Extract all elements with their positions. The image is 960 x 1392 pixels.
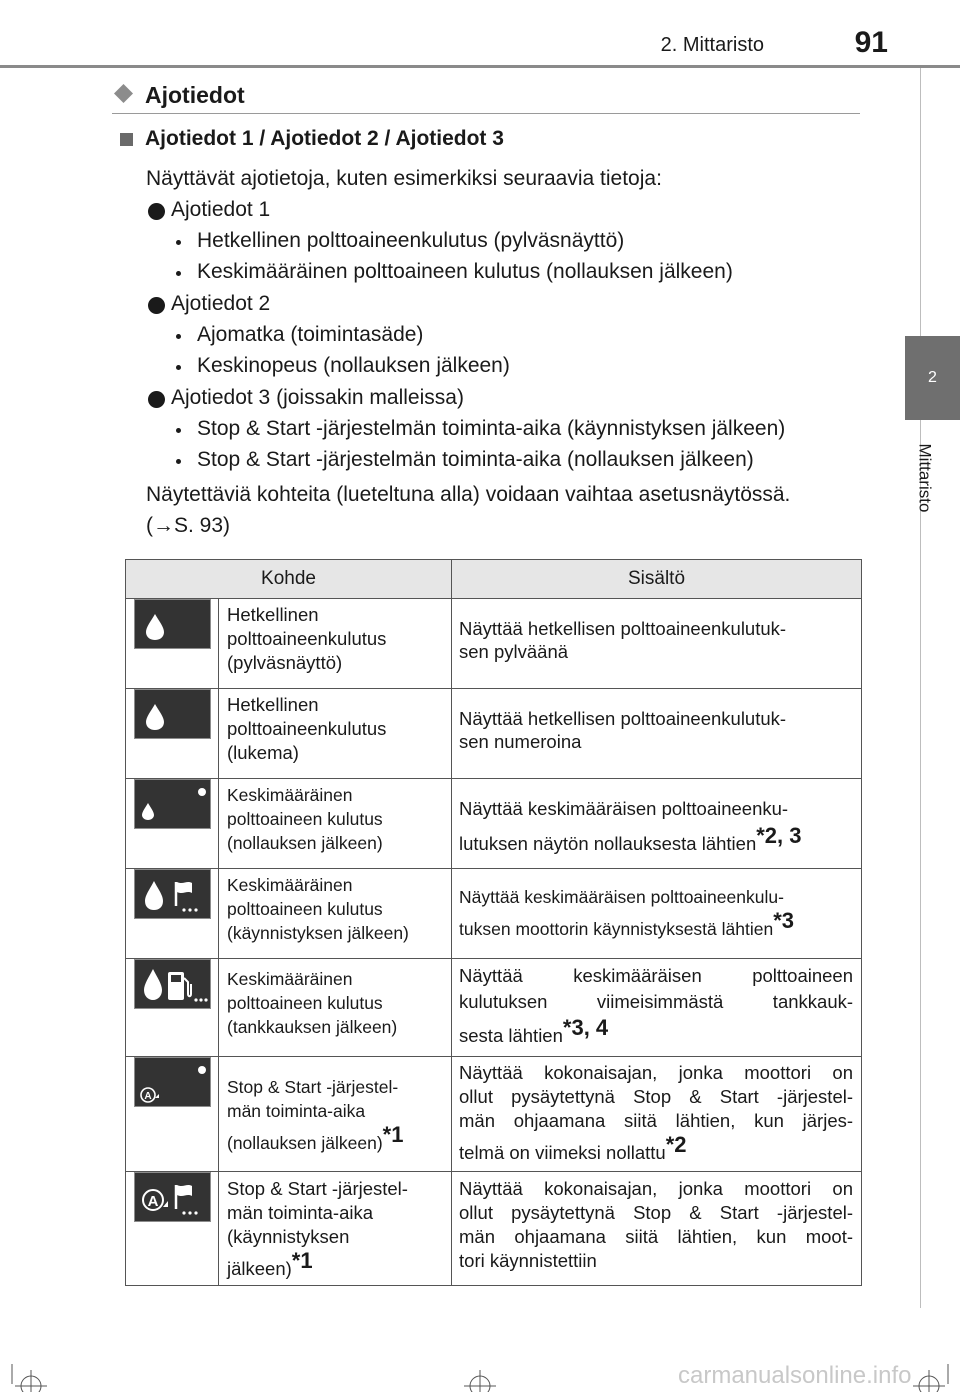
row-name-line: polttoaineenkulutus [227,718,387,739]
row-description-line: Näyttää kokonaisajan, jonka moottori on [459,1062,854,1083]
note-text: Näytettäviä kohteita (lueteltuna alla) voidaan vaihtaa asetusnäytössä. [146,483,791,506]
row-description-line: Näyttää keskimääräisen polttoaineenkulu- [459,887,784,907]
chapter-tab-label [904,428,944,528]
page-reference[interactable]: (→S. 93) [146,514,231,537]
row-name-line: män toiminta-aika [227,1101,366,1121]
bullet-icon [148,203,165,220]
group-title: Ajotiedot 1 [171,198,271,221]
list-item: Hetkellinen polttoaineenkulutus (pylväsnäyttö) [197,229,625,252]
section-heading [112,80,860,114]
column-header-kohde: Kohde [126,560,452,599]
table-row [126,1057,862,1172]
display-items-table [125,559,862,1286]
footnote-marker: *1 [382,1122,404,1147]
row-description-line: sesta lähtien$^{*3, 4}$ [459,1015,609,1047]
fuel-drop-pump-icon [134,959,211,1009]
table-header-row [126,560,862,599]
subsection-title: Ajotiedot 1 / Ajotiedot 2 / Ajotiedot 3 [145,127,504,150]
row-name-line: (pylväsnäyttö) [227,652,343,673]
sub-bullet-icon [176,428,181,433]
row-description-line: Näyttää kokonaisajan, jonka moottori on [459,1178,854,1199]
list-item: Keskinopeus (nollauksen jälkeen) [197,354,510,377]
row-description-line: Näyttää keskimääräisen polttoaineen [459,965,854,986]
intro-text: Näyttävät ajotietoja, kuten esimerkiksi seuraavia tietoja: [146,167,662,190]
row-name-line: (käynnistyksen jälkeen) [227,923,409,943]
side-margin-line [920,68,921,1308]
row-name-line: polttoaineen kulutus [227,899,383,919]
row-name-line: Stop & Start -järjestel- [227,1178,408,1199]
table-row [126,779,862,869]
footnote-marker: *3 [773,908,795,933]
row-description-line: män ohjaamana siitä lähtien, kun moot- [459,1226,854,1247]
row-name-line: polttoaineenkulutus [227,628,387,649]
row-description-line: tori käynnistettiin [459,1250,597,1271]
sub-bullet-icon [176,334,181,339]
row-name-line: jälkeen)$^{*1}$ [227,1248,313,1280]
watermark: carmanualsonline.info [678,1362,912,1389]
row-name-line: (tankkauksen jälkeen) [227,1017,398,1037]
chapter-tab[interactable] [905,336,960,420]
footnote-marker: *1 [291,1248,313,1273]
row-name-line: Hetkellinen [227,694,319,715]
footnote-marker: *3, 4 [562,1015,609,1040]
chapter-title: 2. Mittaristo [660,34,764,56]
fuel-drop-icon [134,599,211,649]
footnote-marker: *2, 3 [756,823,802,848]
row-name-line: polttoaineen kulutus [227,809,383,829]
header-rule [0,65,960,68]
svg-text:A: A [143,1091,152,1102]
row-description-line: tuksen moottorin käynnistyksestä lähtien$^{*3}$ [459,908,795,939]
sub-bullet-icon [176,240,181,245]
row-name-line: Keskimääräinen [227,785,353,805]
svg-text:A: A [147,1193,158,1210]
stop-start-flag-icon [134,1172,211,1222]
subsection-heading [120,126,504,152]
footnote-marker: *2 [665,1132,687,1157]
fuel-drop-reset-icon [134,779,211,829]
row-name-line: Hetkellinen [227,604,319,625]
row-description-line: män ohjaamana siitä lähtien, kun järjes- [459,1110,854,1131]
row-name-line: Keskimääräinen [227,969,353,989]
row-name-line: (nollauksen jälkeen)$^{*1}$ [227,1122,404,1153]
row-description-line: telmä on viimeksi nollattu$^{*2}$ [459,1132,687,1164]
row-description-line: ollut pysäytettynä Stop & Start -järjestel- [459,1202,854,1223]
bullet-icon [148,297,165,314]
fuel-drop-flag-icon [134,869,211,919]
row-name-line: män toiminta-aika [227,1202,374,1223]
row-description-line: Näyttää hetkellisen polttoaineenkulutuk- [459,708,787,729]
row-description-line: Näyttää hetkellisen polttoaineenkulutuk- [459,618,787,639]
table-row [126,959,862,1057]
column-header-sisalto: Sisältö [452,560,862,599]
list-item: Stop & Start -järjestelmän toiminta-aika (nollauksen jälkeen) [197,448,754,471]
group-title: Ajotiedot 2 [171,292,271,315]
row-name-line: Keskimääräinen [227,875,353,895]
chapter-tab-label-text: Mittaristo [915,443,934,513]
group-title: Ajotiedot 3 (joissakin malleissa) [171,386,464,409]
table-row [126,869,862,959]
bullet-icon [148,391,165,408]
square-bullet-icon [120,133,133,146]
row-description-line: sen pylväänä [459,641,569,662]
table-row [126,1172,862,1286]
row-description-line: lutuksen näytön nollauksesta lähtien$^{*2, 3}$ [459,823,802,855]
page-number: 91 [854,26,888,59]
row-name-line: (lukema) [227,742,299,763]
table-row [126,599,862,689]
list-item: Stop & Start -järjestelmän toiminta-aika (käynnistyksen jälkeen) [197,417,786,440]
table-row [126,689,862,779]
sub-bullet-icon [176,459,181,464]
list-item: Keskimääräinen polttoaineen kulutus (nollauksen jälkeen) [197,260,733,283]
list-item: Ajomatka (toimintasäde) [197,323,424,346]
row-description-line: kulutuksen viimeisimmästä tankkauk- [459,991,854,1012]
sub-bullet-icon [176,365,181,370]
row-description-line: ollut pysäytettynä Stop & Start -järjestel- [459,1086,854,1107]
diamond-icon [114,84,133,103]
sub-bullet-icon [176,271,181,276]
row-name-line: (nollauksen jälkeen) [227,833,383,853]
row-name-line: Stop & Start -järjestel- [227,1077,399,1097]
row-description-line: Näyttää keskimääräisen polttoaineenku- [459,798,789,819]
row-description-line: sen numeroina [459,731,582,752]
section-title: Ajotiedot [145,82,245,108]
row-name-line: (käynnistyksen [227,1226,350,1247]
chapter-tab-number: 2 [928,369,937,386]
row-name-line: polttoaineen kulutus [227,993,383,1013]
fuel-drop-icon [134,689,211,739]
stop-start-reset-icon [134,1057,211,1107]
